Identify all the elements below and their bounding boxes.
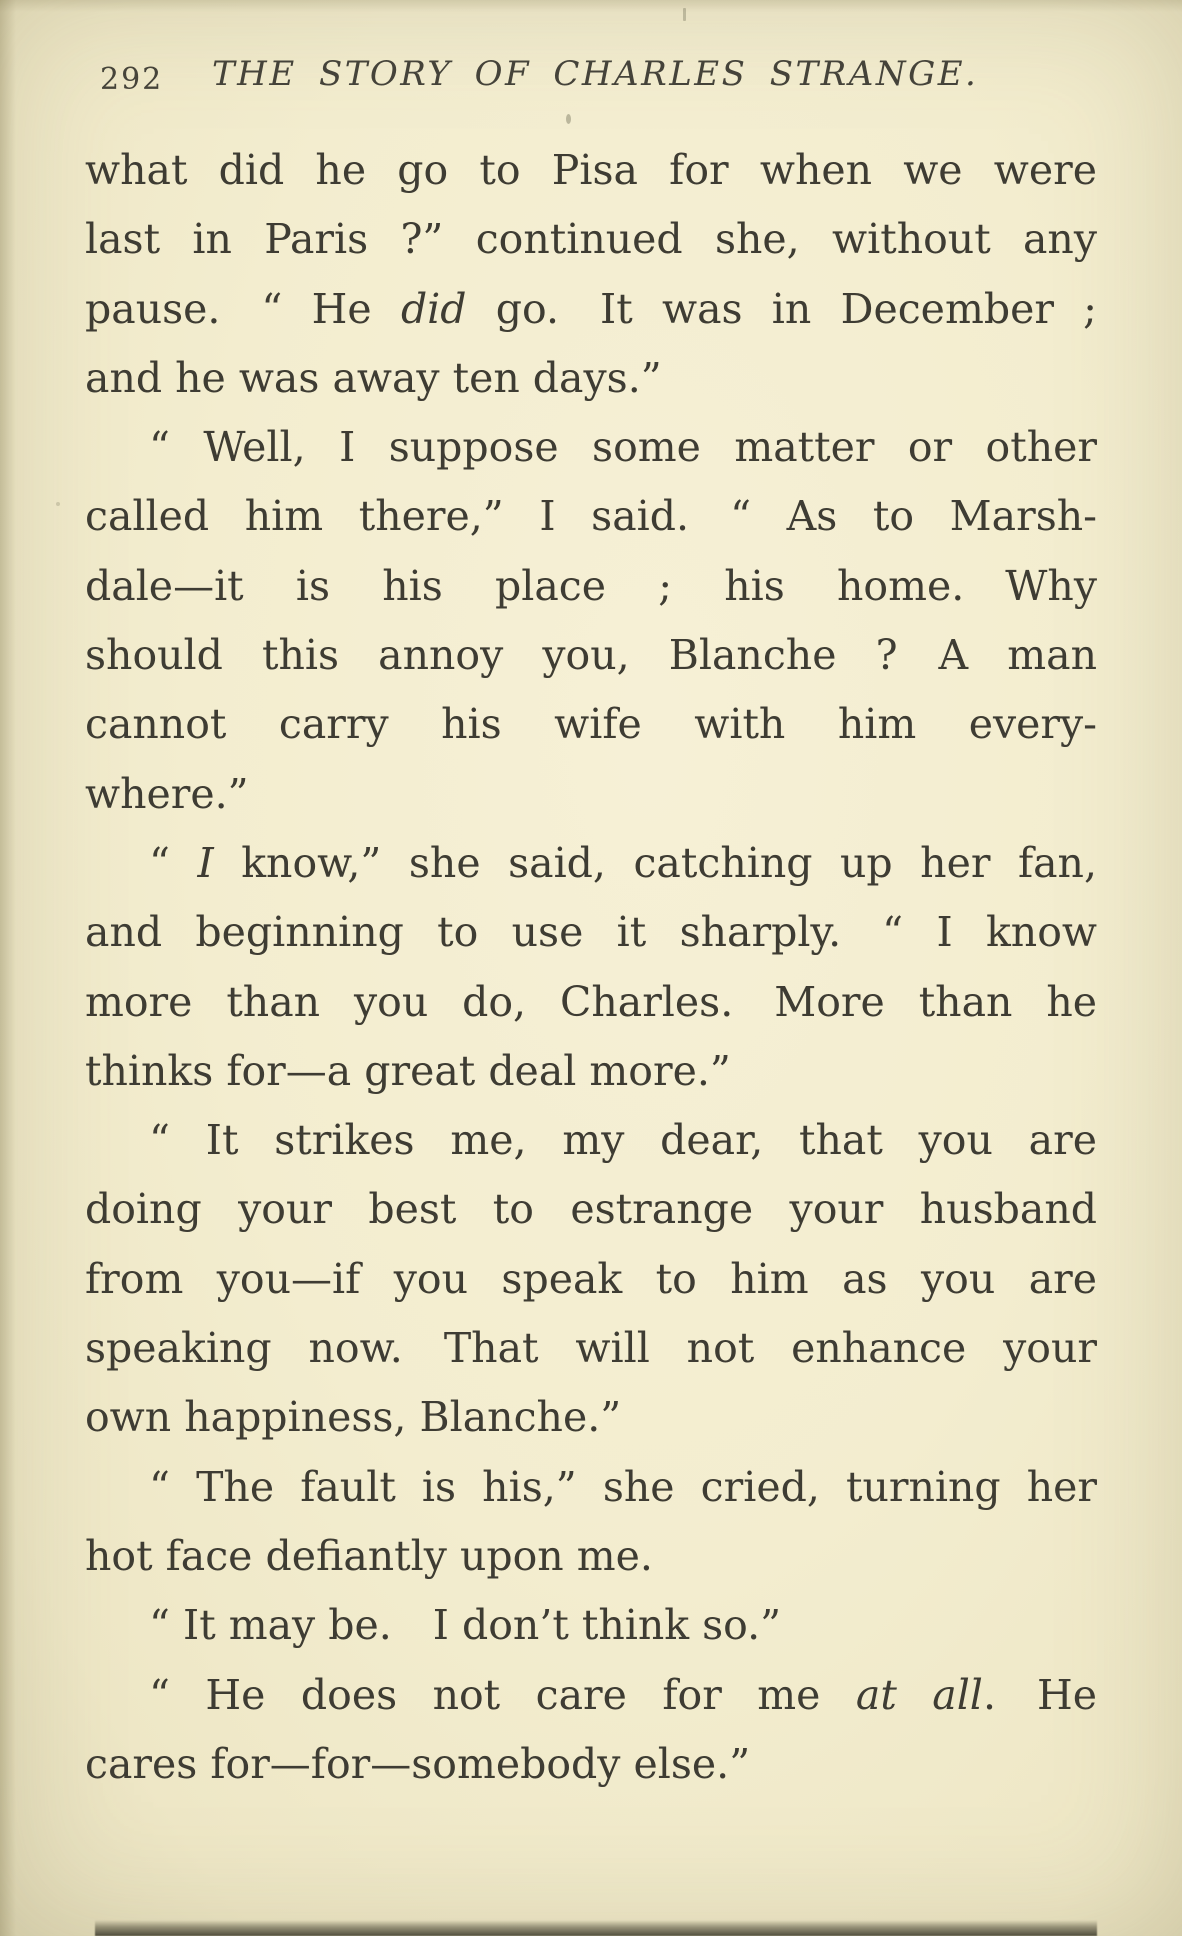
body-text: dale—it is his place ; his home. Why [85, 561, 1097, 610]
italic-text: did [400, 284, 467, 333]
text-line [85, 1383, 1097, 1452]
body-text: “ It may be. I don’t think so.” [149, 1601, 782, 1650]
text-line [85, 1314, 1097, 1383]
body-text: own happiness, Blanche.” [85, 1393, 622, 1442]
text-line [85, 1453, 1097, 1522]
text-line [85, 968, 1097, 1037]
text-line [85, 621, 1097, 690]
body-text: “ [149, 838, 198, 887]
text-line [85, 898, 1097, 967]
body-text: “ He does not care for me [149, 1670, 856, 1719]
body-text: from you—if you speak to him as you are [85, 1254, 1097, 1303]
body-text: hot face defiantly upon me. [85, 1531, 653, 1580]
scan-edge-shadow-left [0, 0, 16, 1936]
text-block [85, 136, 1097, 1799]
body-text: cares for—for—somebody else.” [85, 1739, 751, 1788]
text-line [85, 275, 1097, 344]
text-line [85, 1037, 1097, 1106]
body-text: what did he go to Pisa for when we were [85, 146, 1097, 194]
text-line [85, 1522, 1097, 1591]
text-line [85, 482, 1097, 551]
text-line [85, 1591, 1097, 1660]
text-line [85, 552, 1097, 621]
running-header [85, 54, 1097, 100]
text-line [85, 1661, 1097, 1730]
body-text: know,” she said, catching up her fan, [213, 838, 1097, 887]
body-text: should this annoy you, Blanche ? A man [85, 631, 1097, 680]
text-line [85, 760, 1097, 829]
text-line [85, 690, 1097, 759]
body-text: pause. “ He [85, 284, 401, 333]
body-text: last in Paris ?” continued she, without any [85, 215, 1097, 264]
running-title: THE STORY OF CHARLES STRANGE. [212, 54, 979, 94]
body-text: where.” [85, 769, 249, 818]
scan-speck [683, 8, 686, 21]
body-text: cannot carry his wife with him every- [85, 700, 1097, 749]
body-text: and beginning to use it sharply. “ I know [85, 908, 1097, 957]
text-line [85, 1175, 1097, 1244]
text-line [85, 829, 1097, 898]
body-text: . He [982, 1670, 1097, 1719]
body-text: doing your best to estrange your husband [85, 1185, 1097, 1234]
text-line [85, 1730, 1097, 1799]
body-text: go. It was in December ; [466, 284, 1097, 333]
body-text: called him there,” I said. “ As to Marsh- [85, 492, 1097, 541]
text-line [85, 1245, 1097, 1314]
text-line [85, 413, 1097, 482]
scan-speck [566, 114, 571, 124]
body-text: more than you do, Charles. More than he [85, 977, 1097, 1026]
scan-gutter-shadow [95, 1920, 1097, 1936]
body-text: “ The fault is his,” she cried, turning her [149, 1462, 1097, 1511]
body-text: “ It strikes me, my dear, that you are [149, 1116, 1097, 1165]
page-number: 292 [100, 62, 164, 97]
italic-text: at all [855, 1670, 983, 1719]
text-line [85, 344, 1097, 413]
body-text: and he was away ten days.” [85, 353, 662, 402]
text-line [85, 205, 1097, 274]
text-line [85, 1106, 1097, 1175]
body-text: “ Well, I suppose some matter or other [149, 423, 1097, 472]
text-line [85, 136, 1097, 205]
body-text: thinks for—a great deal more.” [85, 1046, 731, 1095]
scan-edge-shadow-top [0, 0, 1182, 12]
scan-speck [56, 502, 60, 506]
body-text: speaking now. That will not enhance your [85, 1324, 1097, 1373]
italic-text: I [197, 838, 214, 887]
